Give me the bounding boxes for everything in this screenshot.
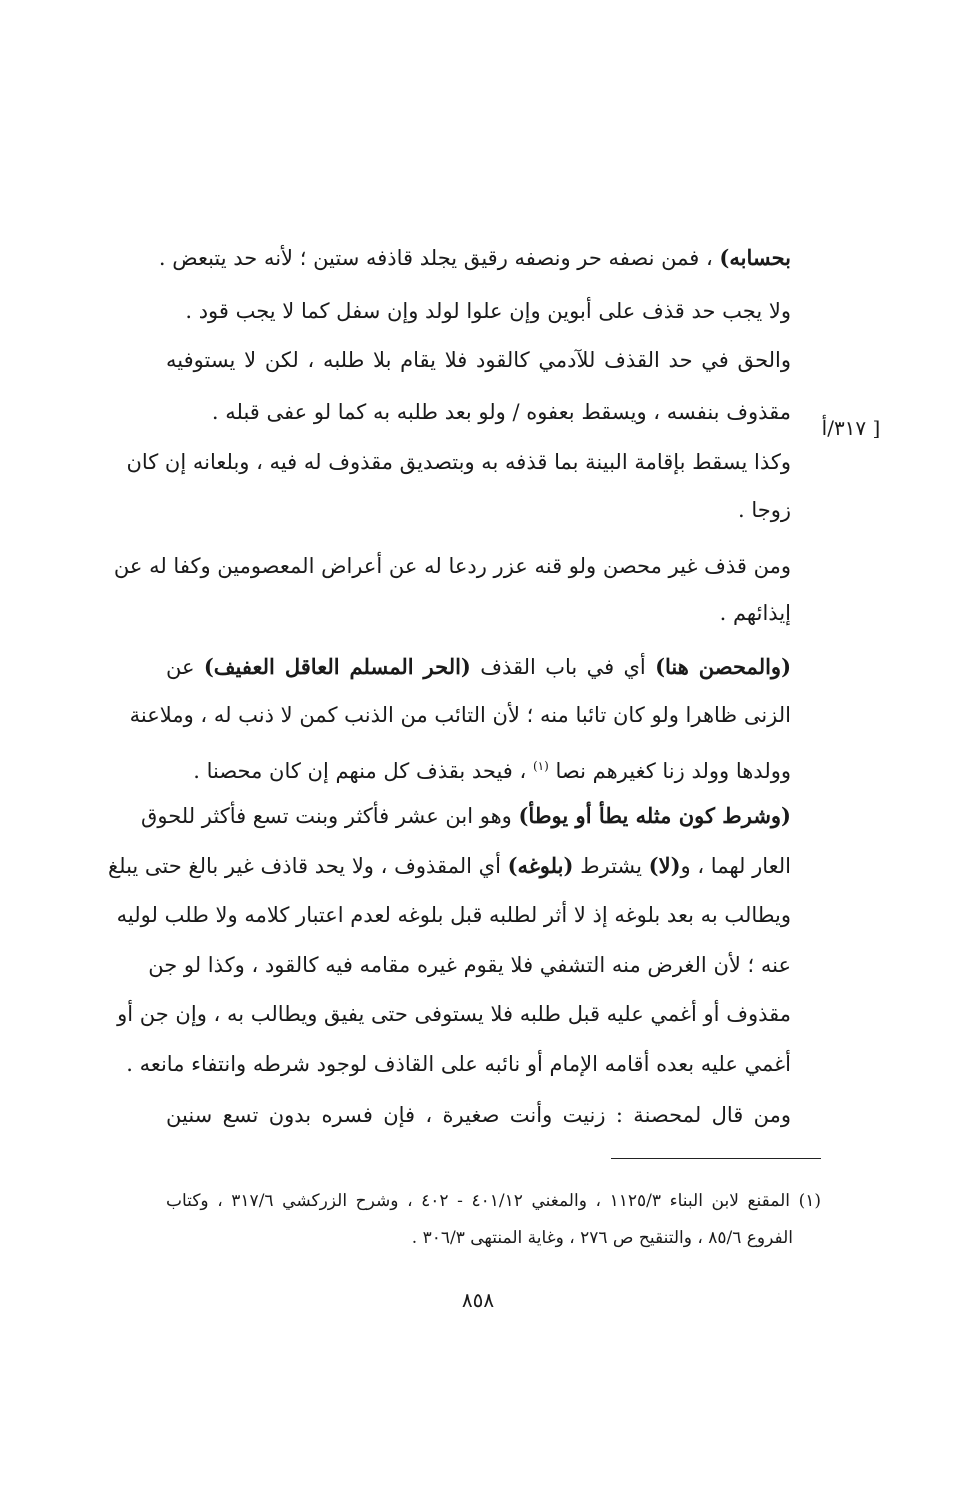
line-text: ولا يجب حد قذف على أبوين وإن علوا لولد وإن سفل كما لا يجب قود .: [185, 299, 791, 323]
footnote-line-1: (١) المقنع لابن البناء ١١٢٥/٣ ، والمغني ٤٠١/١٢ - ٤٠٢ ، وشرح الزركشي ٣١٧/٦ ، وكتاب: [166, 1191, 821, 1211]
text-line-13: [107, 851, 791, 881]
text-line-7: [113, 551, 791, 581]
text-line-5: [126, 447, 791, 477]
line-text: والحق في حد القذف للآدمي كالقود فلا يقام بلا طلبه ، لكن لا يستوفيه: [166, 348, 791, 372]
line-text: ويطالب به بعد بلوغه إذ لا أثر لطلبه قبل بلوغه لعدم اعتبار كلامه ولا طلب لوليه: [116, 903, 791, 927]
text-line-12: [141, 801, 791, 831]
line-text: زوجا .: [737, 498, 791, 522]
line-text: عن: [166, 655, 204, 679]
footnote-reference: (١): [532, 759, 549, 773]
line-text: وكذا يسقط بإقامة البينة بما قذفه به وبتصديق مقذوف له فيه ، وبلعانه إن كان: [126, 450, 791, 474]
text-line-1: [158, 243, 791, 273]
line-text: أغمي عليه بعده أقامه الإمام أو نائبه على القاذف لوجود شرطه وانتفاء مانعه .: [126, 1052, 791, 1076]
text-line-14: [116, 900, 791, 930]
line-text: مقذوف أو أغمي عليه قبل طلبه فلا يستوفى حتى يفيق ويطالب به ، وإن جن أو: [117, 1002, 791, 1026]
text-line-17: [126, 1049, 791, 1079]
text-line-9: [166, 652, 791, 682]
bold-term: بحسابه): [719, 245, 791, 270]
footnote-line-2: الفروع ٨٥/٦ ، والتنقيح ص ٢٧٦ ، وغاية المنتهى ٣٠٦/٣ .: [411, 1228, 793, 1248]
line-text: ومن قال لمحصنة : زنيت وأنت صغيرة ، فإن فسره بدون تسع سنين: [166, 1103, 791, 1127]
bold-term: (بلوغه): [507, 853, 574, 878]
line-text: العار لهما ، و: [680, 854, 791, 878]
bold-term: (الحر المسلم العاقل العفيف): [203, 654, 471, 679]
text-line-8: [166, 598, 791, 628]
text-line-2: [166, 296, 791, 326]
line-text: ومن قذف غير محصن ولو قنه عزر ردعا له عن أعراض المعصومين وكفا له عن: [113, 554, 791, 578]
manuscript-folio-marker: [ ٣١٧/أ: [821, 416, 881, 440]
text-line-3: [166, 345, 791, 375]
bold-term: (وشرط كون مثله يطأ أو يوطأ): [518, 803, 791, 828]
footnote-separator: [611, 1158, 821, 1159]
line-text: ، فمن نصفه حر ونصفه رقيق يجلد قاذفه ستين ؛ لأنه حد يتبعض .: [158, 246, 720, 270]
line-text: وولدها وولد زنا كغيرهم نصا: [548, 759, 791, 783]
bold-term: (لا): [648, 853, 681, 878]
page-number: ٨٥٨: [461, 1288, 495, 1312]
text-line-18: [166, 1100, 791, 1130]
line-text: الزنى ظاهرا ولو كان تائبا منه ؛ لأن التائب من الذنب كمن لا ذنب له ، وملاعنة: [129, 703, 791, 727]
line-text: أي في باب القذف: [470, 655, 656, 679]
line-text: ، فيحد بقذف كل منهم إن كان محصنا .: [193, 759, 533, 783]
line-text: إيذائهم .: [719, 601, 791, 625]
text-line-11: [166, 751, 791, 786]
line-text: يشترط: [573, 854, 649, 878]
line-text: عنه ؛ لأن الغرض منه التشفي فلا يقوم غيره مقامه فيه كالقود ، وكذا لو جن: [148, 953, 791, 977]
line-text: وهو ابن عشر فأكثر وبنت تسع فأكثر للحوق: [141, 804, 519, 828]
line-text: أي المقذوف ، ولا يحد قاذف غير بالغ حتى يبلغ: [107, 854, 508, 878]
text-line-4: [166, 397, 791, 427]
bold-term: (والمحصن هنا): [655, 654, 792, 679]
text-line-16: [117, 999, 791, 1029]
text-line-10: [129, 700, 791, 730]
text-line-6: [166, 495, 791, 525]
text-line-15: [148, 950, 791, 980]
line-text: مقذوف بنفسه ، ويسقط بعفوه / ولو بعد طلبه به كما لو عفى قبله .: [211, 400, 791, 424]
